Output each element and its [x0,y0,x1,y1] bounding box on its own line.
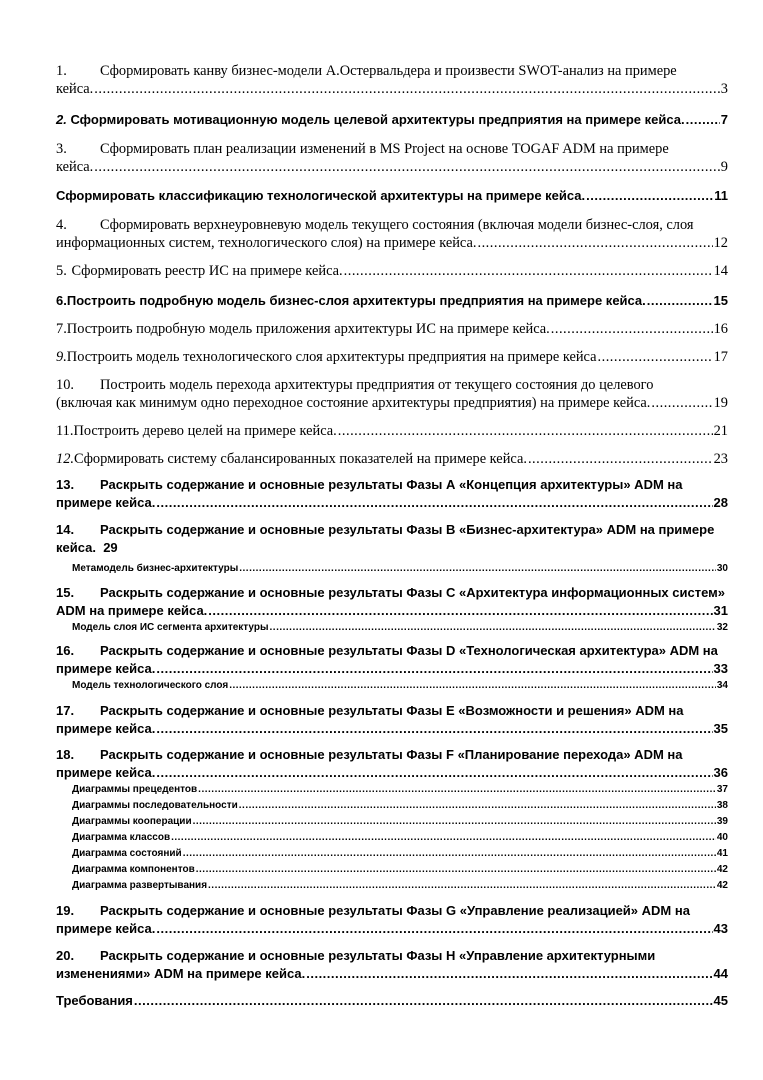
toc-entry-14[interactable] [56,521,728,557]
toc-title-line1: Сформировать канву бизнес-модели А.Остервальдера и произвести SWOT-анализ на примере [100,63,677,79]
leader-dots [198,782,716,798]
toc-page: 44 [713,966,728,981]
toc-entry-15[interactable] [56,584,728,620]
leader-dots [647,292,713,310]
toc-title-line2: кейса. [56,540,96,555]
toc-subentry[interactable] [56,798,728,814]
toc-title-line1: Построить модель перехода архитектуры предприятия от текущего состояния до целевого [100,377,654,393]
toc-number: 19. [56,903,75,918]
toc-entry-classification[interactable] [56,187,728,205]
toc-title-line1: Раскрыть содержание и основные результаты Фазы F «Планирование перехода» ADM на [100,747,683,762]
toc-title-line2: примере кейса. [56,661,156,676]
toc-title-line2: ADM на примере кейса. [56,603,208,618]
toc-title-line1: Раскрыть содержание и основные результаты Фазы H «Управление архитектурными [100,948,656,963]
toc-entry-1[interactable] [56,62,728,98]
toc-subentry[interactable] [56,814,728,830]
toc-page: 16 [713,321,728,337]
toc-page: 35 [713,721,728,736]
toc-number: 6. [56,293,67,308]
toc-title-line2: (включая как минимум одно переходное состояние архитектуры предприятия) на примере кейса. [56,395,651,411]
toc-page: 34 [716,680,728,691]
toc-title-line1: Сформировать верхнеуровневую модель текущего состояния (включая модели бизнес-слоя, слоя [100,217,694,233]
toc-entry-11[interactable] [56,422,728,440]
leader-dots [208,602,712,620]
toc-subentry[interactable] [56,620,728,636]
toc-title-line1: Сформировать план реализации изменений в MS Project на основе TOGAF ADM на примере [100,141,669,157]
toc-title: Сформировать систему сбалансированных показателей на примере кейса. [74,451,527,467]
toc-number: 9. [56,349,67,365]
toc-subtitle: Метамодель бизнес-архитектуры [72,563,239,574]
toc-page: 39 [716,816,728,827]
toc-page: 17 [713,349,728,365]
toc-subtitle: Диаграммы прецедентов [72,784,198,795]
toc-page: 12 [713,235,728,251]
leader-dots [171,830,716,846]
leader-dots [229,678,716,694]
toc-entry-5[interactable] [56,262,728,280]
toc-title: Сформировать мотивационную модель целевой архитектуры предприятия на примере кейса. [70,112,685,127]
toc-page: 37 [716,784,728,795]
toc-subtitle: Диаграмма состояний [72,848,182,859]
leader-dots [156,720,712,738]
toc-subentry[interactable] [56,846,728,862]
toc-page: 23 [713,451,728,467]
toc-title: Сформировать классификацию технологической архитектуры на примере кейса. [56,188,586,203]
leader-dots [551,320,713,338]
toc-entry-3[interactable] [56,140,728,176]
toc-entry-7[interactable] [56,320,728,338]
toc-subentry[interactable] [56,782,728,798]
toc-title-line1: Раскрыть содержание и основные результаты Фазы С «Архитектура информационных систем» [100,585,725,600]
toc-title-line2: информационных систем, технологического слоя) на примере кейса. [56,235,477,251]
toc-title-line1: Раскрыть содержание и основные результаты Фазы G «Управление реализацией» ADM на [100,903,690,918]
toc-entry-9[interactable] [56,348,728,366]
toc-entry-18[interactable] [56,746,728,782]
toc-title: Построить модель технологического слоя архитектуры предприятия на примере кейса [66,349,597,365]
toc-page: 14 [713,263,728,279]
leader-dots [598,348,713,366]
toc-number: 2. [56,112,67,127]
leader-dots [686,111,720,129]
toc-subtitle: Модель слоя ИС сегмента архитектуры [72,622,269,633]
toc-title-line1: Раскрыть содержание и основные результаты Фазы В «Бизнес-архитектура» ADM на примере [100,522,715,537]
leader-dots [183,846,716,862]
leader-dots [477,234,712,252]
toc-page: 28 [713,495,728,510]
leader-dots [94,158,720,176]
toc-title-line2: кейса. [56,159,94,175]
toc-number: 16. [56,643,75,658]
toc-title: Построить дерево целей на примере кейса. [73,423,337,439]
toc-number: 7. [56,321,67,337]
toc-title-line2: примере кейса. [56,921,156,936]
toc-page: 32 [716,622,728,633]
toc-title: Сформировать реестр ИС на примере кейса. [71,263,343,279]
leader-dots [156,494,712,512]
leader-dots [156,660,712,678]
leader-dots [528,450,713,468]
toc-number: 3. [56,141,67,157]
toc-page: 3 [720,81,728,97]
toc-title: Требования [56,993,133,1008]
toc-entry-19[interactable] [56,902,728,938]
toc-page: 15 [713,293,728,308]
toc-title: Построить подробную модель приложения архитектуры ИС на примере кейса. [66,321,550,337]
toc-title-line2: изменениями» ADM на примере кейса. [56,966,306,981]
toc-entry-4[interactable] [56,216,728,252]
toc-page: 9 [720,159,728,175]
toc-number: 11. [56,423,74,439]
toc-subtitle: Модель технологического слоя [72,680,229,691]
leader-dots [94,80,720,98]
leader-dots [651,394,712,412]
toc-title-line2: примере кейса. [56,721,156,736]
toc-page: 33 [713,661,728,676]
leader-dots [193,814,716,830]
toc-number: 15. [56,585,75,600]
toc-page: 11 [714,188,728,203]
toc-subtitle: Диаграмма классов [72,832,171,843]
toc-subentry[interactable] [56,878,728,894]
leader-dots [344,262,713,280]
toc-entry-16[interactable] [56,642,728,678]
toc-page: 41 [716,848,728,859]
toc-page: 21 [713,423,728,439]
toc-page: 36 [713,765,728,780]
toc-entry-17[interactable] [56,702,728,738]
toc-page: 43 [713,921,728,936]
toc-number: 5. [56,263,67,279]
toc-title-line1: Раскрыть содержание и основные результаты Фазы А «Концепция архитектуры» ADM на [100,477,683,492]
leader-dots [196,862,716,878]
toc-page: 38 [716,800,728,811]
toc-subentry[interactable] [56,678,728,694]
leader-dots [239,798,716,814]
toc-title-line2: примере кейса. [56,495,156,510]
toc-title: Построить подробную модель бизнес-слоя архитектуры предприятия на примере кейса. [66,293,646,308]
toc-page: 40 [716,832,728,843]
toc-title-line2: примере кейса. [56,765,156,780]
toc-number: 17. [56,703,75,718]
toc-entry-10[interactable] [56,376,728,412]
table-of-contents [56,62,728,1010]
toc-title-line1: Раскрыть содержание и основные результаты Фазы D «Технологическая архитектура» ADM на [100,643,718,658]
toc-page: 42 [716,880,728,891]
toc-subentry[interactable] [56,830,728,846]
toc-entry-2[interactable] [56,111,728,129]
toc-entry-requirements[interactable] [56,992,728,1010]
toc-page: 29 [103,540,118,555]
toc-entry-12[interactable] [56,450,728,468]
toc-entry-20[interactable] [56,947,728,983]
toc-subtitle: Диаграмма компонентов [72,864,195,875]
toc-page: 7 [720,112,728,127]
leader-dots [270,620,716,636]
toc-entry-6[interactable] [56,292,728,310]
toc-number: 18. [56,747,75,762]
toc-number: 20. [56,948,75,963]
toc-subentry[interactable] [56,561,728,577]
leader-dots [208,878,716,894]
toc-page: 30 [716,563,728,574]
toc-page: 42 [716,864,728,875]
toc-page: 19 [713,395,728,411]
leader-dots [306,965,712,983]
leader-dots [239,561,716,577]
toc-page: 31 [713,603,728,618]
toc-number: 10. [56,377,74,393]
toc-number: 14. [56,522,75,537]
toc-number: 1. [56,63,67,79]
toc-number: 4. [56,217,67,233]
toc-subtitle: Диаграммы кооперации [72,816,192,827]
leader-dots [134,992,713,1010]
leader-dots [156,920,712,938]
toc-page: 45 [713,993,728,1008]
toc-title-line2: кейса. [56,81,94,97]
toc-number: 13. [56,477,75,492]
toc-subtitle: Диаграмма развертывания [72,880,208,891]
toc-title-line1: Раскрыть содержание и основные результаты Фазы E «Возможности и решения» ADM на [100,703,684,718]
leader-dots [586,187,713,205]
toc-subtitle: Диаграммы последовательности [72,800,238,811]
leader-dots [156,764,712,782]
toc-subentry[interactable] [56,862,728,878]
toc-number: 12. [56,451,74,467]
toc-entry-13[interactable] [56,476,728,512]
leader-dots [338,422,713,440]
